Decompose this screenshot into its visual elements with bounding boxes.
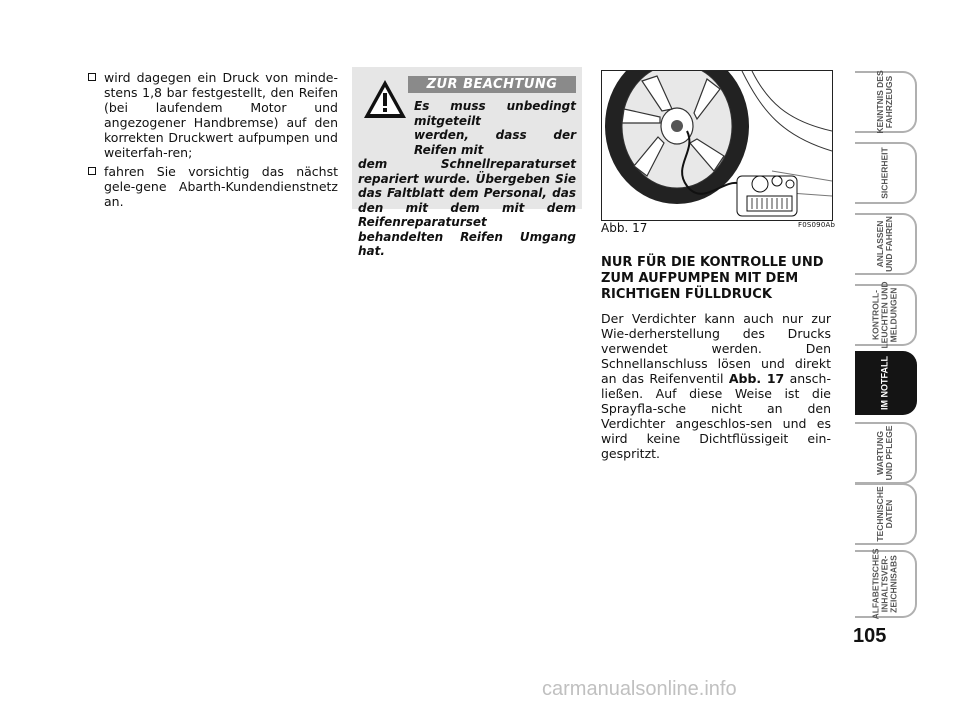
tab-kontrollleuchten-und-meldungen[interactable] — [855, 281, 917, 349]
tab-label: ANLASSEN UND FAHREN — [875, 216, 894, 272]
right-column — [601, 255, 831, 461]
tab-im-notfall[interactable] — [855, 351, 917, 415]
page-number: 105 — [853, 625, 887, 647]
bullet-text: wird dagegen ein Druck von minde-stens 1,8 bar festgestellt, den Reifen (bei laufendem Motor und angezogener Handbremse) auf den korrekten Druckwert aufpumpen und weiterfah-ren; — [104, 70, 338, 160]
tab-label: ALFABETISCHES INHALTSVER- ZEICHNISABS — [870, 548, 899, 620]
figure-reference: Abb. 17 — [728, 371, 785, 386]
tab-wartung-und-pflege[interactable] — [855, 422, 917, 484]
tab-label: IM NOTFALL — [879, 356, 890, 410]
tire-compressor-illustration-icon — [602, 71, 832, 220]
warning-line-rest: dem Schnellreparaturset repariert wurde. Übergeben Sie das Faltblatt dem Personal, das den mit dem mit dem Reifenreparaturset behandelten Reifen Umgang hat. — [358, 157, 576, 258]
left-column — [88, 70, 338, 213]
figure-caption: Abb. 17 — [601, 221, 648, 235]
tab-label: SICHERHEIT — [879, 147, 890, 199]
bullet-text: fahren Sie vorsichtig das nächst gele-gene Abarth-Kundendienstnetz an. — [104, 164, 338, 209]
checkbox-bullet-icon — [88, 167, 96, 175]
warning-line-1: Es muss unbedingt mitgeteilt — [414, 99, 576, 128]
figure-code: F0S090Ab — [798, 221, 836, 229]
section-heading: NUR FÜR DIE KONTROLLE UND ZUM AUFPUMPEN MIT DEM RICHTIGEN FÜLLDRUCK — [601, 255, 824, 302]
warning-box — [352, 67, 582, 258]
warning-banner: ZUR BEACHTUNG — [408, 76, 576, 93]
tab-kenntnis-des-fahrzeugs[interactable] — [855, 71, 917, 133]
tab-anlassen-und-fahren[interactable] — [855, 213, 917, 275]
tab-alfabetisches-inhaltsverzeichnis[interactable] — [855, 550, 917, 618]
paragraph-text-before: Der Verdichter kann auch nur zur Wie-derherstellung des Drucks verwendet werden. Den Schnellanschluss lösen und direkt an das Reifenventil — [601, 311, 831, 386]
paragraph-text-after: ansch-ließen. Auf diese Weise ist die Sprayfla-sche nicht an den Verdichter angeschlos-sen und es wird keine Dichtflüssigeit ein-gespritzt. — [601, 371, 831, 461]
tab-label: TECHNISCHE DATEN — [875, 486, 894, 542]
bullet-item — [88, 164, 338, 209]
tab-label: WARTUNG UND PFLEGE — [875, 425, 894, 481]
warning-line-2: werden, dass der Reifen mit — [414, 128, 576, 157]
tab-label: KONTROLL- LEUCHTEN UND MELDUNGEN — [870, 281, 899, 349]
tab-technische-daten[interactable] — [855, 483, 917, 545]
bullet-item — [88, 70, 338, 160]
tab-sicherheit[interactable] — [855, 142, 917, 204]
watermark-text: carmanualsonline.info — [542, 678, 737, 700]
checkbox-bullet-icon — [88, 73, 96, 81]
figure-compressor-illustration — [601, 70, 833, 221]
warning-text — [358, 99, 576, 259]
section-paragraph — [601, 311, 831, 461]
tab-label: KENNTNIS DES FAHRZEUGS — [875, 70, 894, 134]
